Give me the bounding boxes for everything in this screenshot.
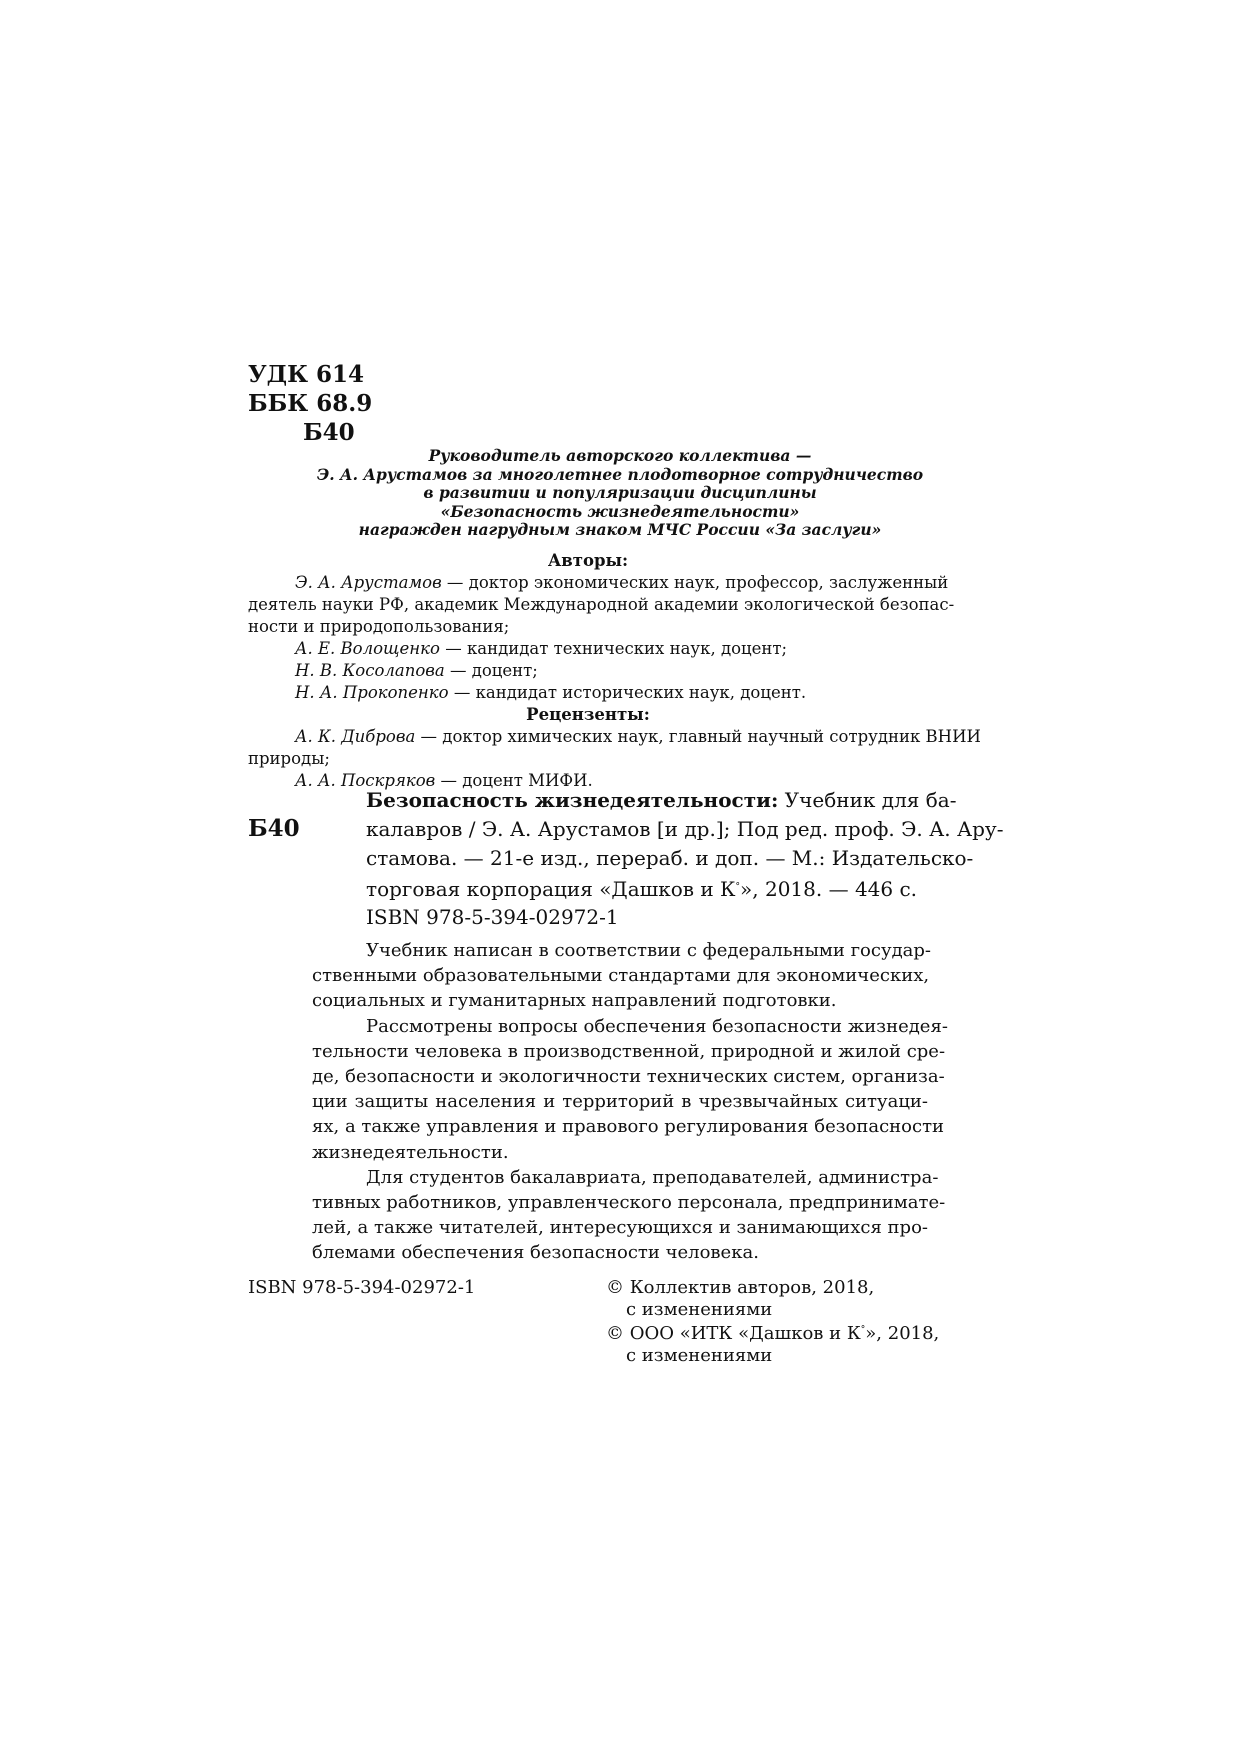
author-name: Н. А. Прокопенко: [295, 683, 449, 702]
annotation-line: жизнедеятельности.: [312, 1141, 509, 1163]
annotation-line: блемами обеспечения безопасности человека.: [312, 1242, 759, 1264]
classification-codes: [248, 360, 372, 447]
biblio-line: стамова. — 21-е изд., перераб. и доп. — М.: Издательско-: [366, 846, 974, 870]
footer-isbn: ISBN 978-5-394-02972-1: [248, 1277, 476, 1298]
udk-code: УДК 614: [248, 361, 365, 388]
annotation-line: ственными образовательными стандартами для экономических,: [312, 965, 930, 987]
copyright-line: © Коллектив авторов, 2018,: [606, 1277, 875, 1298]
annotation-line: де, безопасности и экологичности технических систем, организа-: [312, 1066, 945, 1088]
author-name: Э. А. Арустамов: [295, 573, 442, 592]
award-line: «Безопасность жизнедеятельности»: [440, 501, 800, 521]
author-entry: [248, 638, 928, 660]
reviewer-entry-continuation: природы;: [248, 749, 330, 768]
annotation-line: Учебник написан в соответствии с федеральными государ-: [366, 940, 931, 961]
annotation-line: тивных работников, управленческого персонала, предпринимате-: [312, 1192, 946, 1214]
copyright-line: с изменениями: [626, 1344, 773, 1366]
annotation-line: лей, а также читателей, интересующихся и занимающихся про-: [312, 1217, 928, 1239]
award-line: Э. А. Арустамов за многолетнее плодотворное сотрудничество: [316, 464, 924, 484]
author-mark: Б40: [303, 419, 355, 446]
biblio-text: Учебник для ба-: [778, 788, 957, 812]
author-name: А. Е. Волощенко: [295, 639, 440, 658]
annotation-line: ции защиты населения и территорий в чрезвычайных ситуаци-: [312, 1091, 928, 1113]
biblio-text: торговая корпорация «Дашков и К: [366, 877, 736, 901]
author-description: — доктор экономических наук, профессор, заслуженный: [441, 573, 949, 592]
annotation: [312, 938, 948, 1266]
award-note: [250, 447, 990, 540]
copyright-text: © ООО «ИТК «Дашков и К: [606, 1323, 861, 1344]
annotation-line: социальных и гуманитарных направлений подготовки.: [312, 990, 837, 1012]
bibliographic-description: [366, 786, 1004, 904]
copyright-block: [606, 1277, 939, 1366]
reviewer-description: — доктор химических наук, главный научный сотрудник ВНИИ: [415, 727, 981, 746]
copyright-text: », 2018,: [865, 1323, 940, 1344]
annotation-line: ях, а также управления и правового регулирования безопасности: [312, 1116, 945, 1138]
award-line: в развитии и популяризации дисциплины: [423, 483, 817, 502]
biblio-author-mark: Б40: [248, 815, 300, 842]
authors-block: [248, 550, 981, 792]
reviewer-description: — доцент МИФИ.: [435, 771, 593, 790]
reviewers-heading: Рецензенты:: [526, 705, 650, 724]
authors-heading: Авторы:: [547, 551, 629, 570]
author-description: — кандидат исторических наук, доцент.: [448, 683, 807, 702]
annotation-line: Для студентов бакалавриата, преподавателей, администра-: [366, 1166, 939, 1188]
annotation-line: тельности человека в производственной, природной и жилой сре-: [312, 1040, 946, 1062]
copyright-line: с изменениями: [626, 1298, 773, 1320]
author-entry: [248, 682, 928, 704]
copyright-line: [606, 1320, 939, 1345]
author-entry: [248, 660, 928, 682]
biblio-line: [366, 786, 957, 815]
reviewer-entry: [248, 726, 981, 748]
author-description: — доцент;: [444, 661, 538, 680]
author-entry: [248, 572, 949, 594]
biblio-line: калавров / Э. А. Арустамов [и др.]; Под ред. проф. Э. А. Ару-: [366, 817, 1004, 841]
author-description: — кандидат технических наук, доцент;: [439, 639, 788, 658]
biblio-line: [366, 873, 928, 904]
isbn-line: ISBN 978-5-394-02972-1: [366, 905, 619, 929]
book-title: Безопасность жизнедеятельности:: [366, 788, 779, 812]
degree-sign: °: [860, 1325, 866, 1335]
degree-sign: °: [735, 882, 741, 892]
award-line: награжден нагрудным знаком МЧС России «За заслуги»: [358, 520, 882, 539]
author-entry-continuation: деятель науки РФ, академик Международной академии экологической безопас-: [248, 595, 955, 614]
award-line: Руководитель авторского коллектива —: [428, 446, 812, 465]
biblio-text: », 2018. — 446 с.: [740, 877, 918, 901]
annotation-line: Рассмотрены вопросы обеспечения безопасности жизнедея-: [366, 1015, 948, 1037]
reviewer-name: А. А. Поскряков: [295, 771, 436, 790]
author-name: Н. В. Косолапова: [295, 661, 445, 680]
author-entry-continuation: ности и природопользования;: [248, 617, 510, 636]
reviewer-name: А. К. Диброва: [295, 727, 416, 746]
bbk-code: ББК 68.9: [248, 390, 373, 417]
